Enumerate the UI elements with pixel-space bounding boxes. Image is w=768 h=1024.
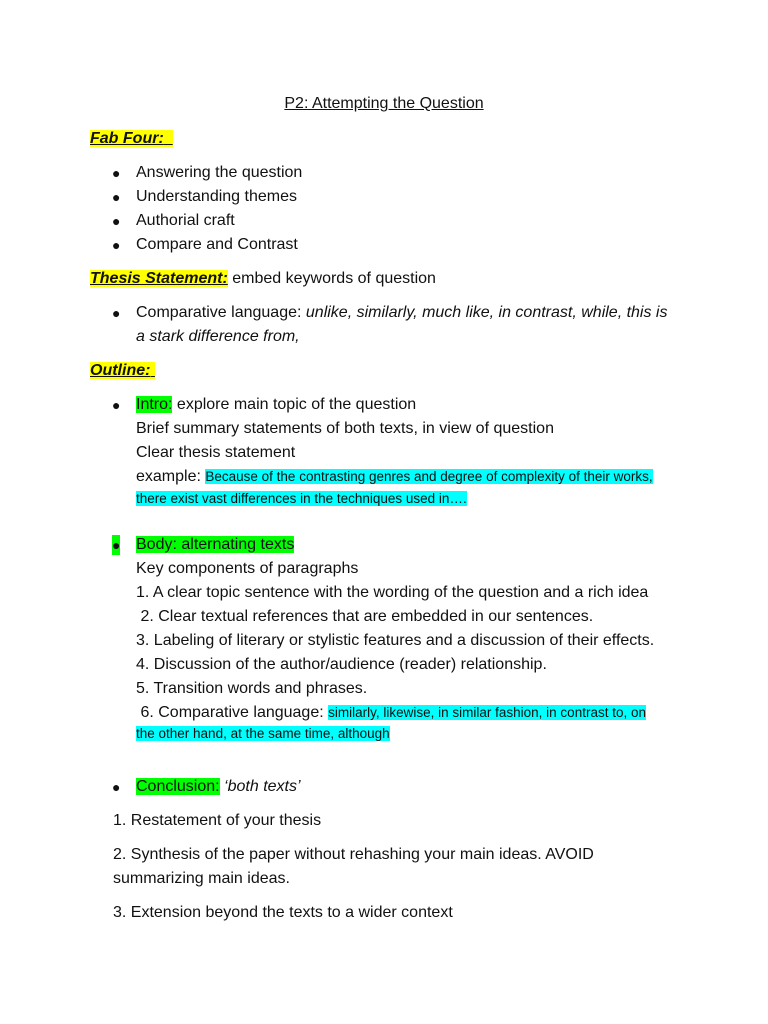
body-comparative-cont: the other hand, at the same time, although (136, 726, 390, 741)
intro-example-line: example: Because of the contrasting genres and degree of complexity of their works, (136, 468, 653, 485)
conclusion-label: Conclusion: (136, 778, 220, 795)
conclusion-point: 1. Restatement of your thesis (113, 812, 322, 829)
intro-line: Intro: explore main topic of the question (136, 396, 417, 413)
conclusion-point: 2. Synthesis of the paper without rehashing your main ideas. AVOID (113, 846, 594, 863)
intro-label: Intro: (136, 396, 173, 413)
bullet-icon: ● (112, 397, 121, 413)
bullet-icon: ● (112, 305, 121, 321)
thesis-heading: Thesis Statement: (90, 270, 228, 287)
list-item: Understanding themes (136, 188, 297, 205)
bullet-icon: ● (112, 189, 121, 205)
conclusion-line: Conclusion: ‘both texts’ (136, 778, 301, 795)
body-line-2: Key components of paragraphs (136, 560, 359, 577)
body-label: Body: alternating texts (136, 536, 295, 553)
bullet-icon: ● (112, 213, 121, 229)
outline-heading-line (90, 361, 155, 381)
body-point: 3. Labeling of literary or stylistic features and a discussion of their effects. (136, 632, 655, 649)
list-item: Answering the question (136, 164, 303, 181)
body-point: 1. A clear topic sentence with the wording of the question and a rich idea (136, 584, 649, 601)
list-item: Compare and Contrast (136, 236, 298, 253)
intro-example-cont: there exist vast differences in the techniques used in…. (136, 491, 467, 506)
body-heading-line (136, 535, 294, 555)
page-title: P2: Attempting the Question (284, 95, 484, 112)
bullet-icon: ● (112, 237, 121, 253)
body-point-comparative: 6. Comparative language: similarly, likewise, in similar fashion, in contrast to, on (136, 704, 646, 721)
list-item: Authorial craft (136, 212, 235, 229)
intro-line-3: Clear thesis statement (136, 444, 296, 461)
thesis-text: embed keywords of question (227, 270, 436, 287)
intro-example-text: Because of the contrasting genres and degree of complexity of their works, (205, 469, 653, 484)
conclusion-point: 3. Extension beyond the texts to a wider context (113, 904, 453, 921)
conclusion-point: summarizing main ideas. (113, 870, 290, 887)
body-point: 4. Discussion of the author/audience (reader) relationship. (136, 656, 547, 673)
body-point: 5. Transition words and phrases. (136, 680, 368, 697)
thesis-heading-line (90, 269, 436, 289)
outline-heading: Outline: (90, 362, 151, 379)
intro-line-2: Brief summary statements of both texts, in view of question (136, 420, 554, 437)
bullet-icon: ● (112, 165, 121, 181)
body-point: 2. Clear textual references that are embedded in our sentences. (136, 608, 594, 625)
comparative-language-cont: a stark difference from, (136, 328, 300, 345)
bullet-icon: ● (112, 779, 121, 795)
bullet-icon: ● (112, 537, 121, 553)
comparative-language-line: Comparative language: unlike, similarly, much like, in contrast, while, this is (136, 304, 668, 321)
fab-four-heading: Fab Four: (90, 129, 173, 149)
